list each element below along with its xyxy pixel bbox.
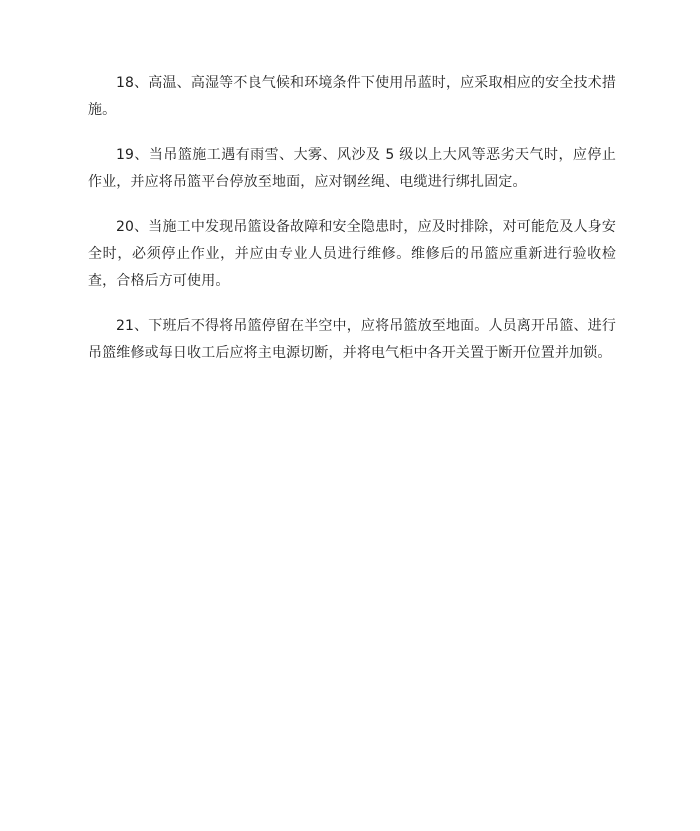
paragraph-18: 18、高温、高湿等不良气候和环境条件下使用吊蓝时，应采取相应的安全技术措施。 bbox=[88, 75, 616, 118]
paragraph-20: 20、当施工中发现吊篮设备故障和安全隐患时，应及时排除，对可能危及人身安全时，必须停止作业，并应由专业人员进行维修。维修后的吊篮应重新进行验收检查，合格后方可使用。 bbox=[88, 219, 616, 289]
document-body bbox=[88, 70, 616, 367]
paragraph-19: 19、当吊篮施工遇有雨雪、大雾、风沙及 5 级以上大风等恶劣天气时，应停止作业，并应将吊篮平台停放至地面，应对钢丝绳、电缆进行绑扎固定。 bbox=[88, 147, 616, 190]
paragraph-21: 21、下班后不得将吊篮停留在半空中，应将吊篮放至地面。人员离开吊篮、进行吊篮维修或每日收工后应将主电源切断，并将电气柜中各开关置于断开位置并加锁。 bbox=[88, 318, 616, 361]
